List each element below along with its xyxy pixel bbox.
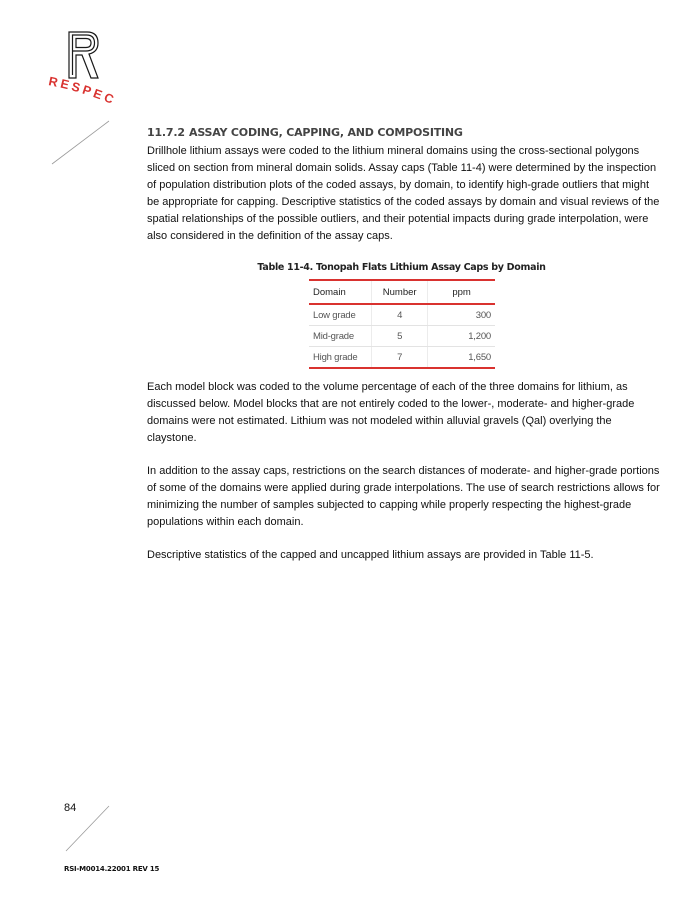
respec-logo bbox=[46, 30, 119, 112]
cell-ppm: 1,200 bbox=[428, 326, 495, 347]
header-number: Number bbox=[372, 280, 428, 304]
paragraph-block-coding: Each model block was coded to the volume percentage of each of the three domains for lithium, as discussed below. Model blocks that are not entirely coded to the lower-, moderate- and higher-grade domains were not estimated. Lithium was not modeled within alluvial gravels (Qal) overlying the claystone. bbox=[147, 381, 635, 444]
table-caption: Table 11-4. Tonopah Flats Lithium Assay Caps by Domain bbox=[257, 262, 546, 273]
section-heading bbox=[147, 126, 667, 139]
cell-domain: Low grade bbox=[309, 304, 372, 326]
assay-caps-table bbox=[309, 279, 495, 369]
table-row bbox=[309, 304, 495, 326]
cell-number: 7 bbox=[372, 347, 428, 369]
cell-domain: Mid-grade bbox=[309, 326, 372, 347]
cell-ppm: 1,650 bbox=[428, 347, 495, 369]
header-ppm: ppm bbox=[428, 280, 495, 304]
paragraph-search-restrictions: In addition to the assay caps, restrictions on the search distances of moderate- and higher-grade portions of some of the domains were applied during grade interpolations. The use of search restrictions allows for minimizing the number of samples subjected to capping while properly respecting the highest-grade populations within each domain. bbox=[147, 465, 660, 528]
paragraph-descriptive-statistics: Descriptive statistics of the capped and uncapped lithium assays are provided in Table 11-5. bbox=[147, 549, 594, 561]
cell-ppm: 300 bbox=[428, 304, 495, 326]
document-code: RSI-M0014.22001 REV 15 bbox=[64, 865, 160, 873]
section-title: ASSAY CODING, CAPPING, AND COMPOSITING bbox=[189, 126, 463, 139]
header-domain: Domain bbox=[309, 280, 372, 304]
respec-wordmark-text: RESPEC bbox=[47, 74, 119, 108]
cell-number: 5 bbox=[372, 326, 428, 347]
respec-wordmark bbox=[46, 74, 119, 109]
table-row bbox=[309, 326, 495, 347]
table-header-row bbox=[309, 280, 495, 304]
header-divider-line bbox=[52, 121, 110, 165]
cell-number: 4 bbox=[372, 304, 428, 326]
svg-text:RESPEC bbox=[47, 74, 118, 108]
respec-r-logo-icon bbox=[65, 30, 101, 80]
page-number: 84 bbox=[64, 802, 77, 814]
section-number: 11.7.2 bbox=[147, 126, 185, 139]
cell-domain: High grade bbox=[309, 347, 372, 369]
table-row bbox=[309, 347, 495, 369]
paragraph-assay-coding: Drillhole lithium assays were coded to the lithium mineral domains using the cross-sectional polygons sliced on section from mineral domain solids. Assay caps (Table 11-4) were determined by the inspection of population distribution plots of the coded assays, by domain, to identify high-grade outliers that might be appropriate for capping. Descriptive statistics of the coded assays by domain and visual reviews of the spatial relationships of the possible outliers, and their potential impacts during grade interpolation, were also considered in the definition of the assay caps. bbox=[147, 145, 660, 242]
